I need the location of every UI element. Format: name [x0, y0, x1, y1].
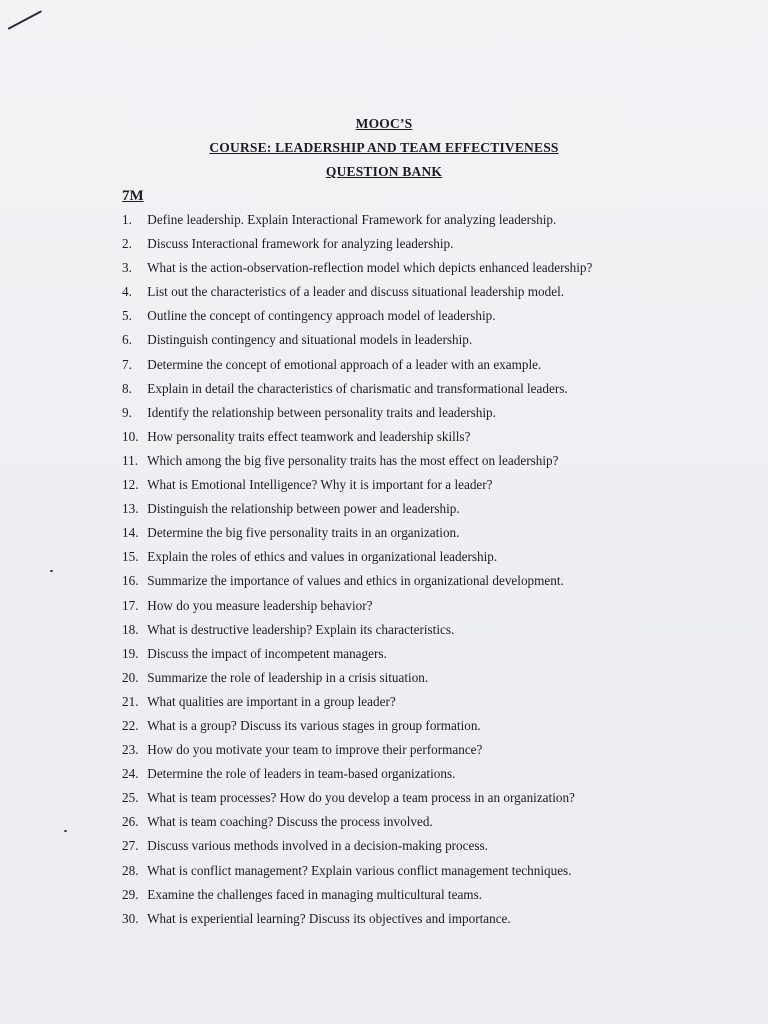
- question-item: [122, 859, 722, 883]
- question-number: 1.: [122, 212, 132, 227]
- question-item: [122, 377, 722, 401]
- speck-mark: [50, 570, 53, 572]
- question-number: 3.: [122, 260, 132, 276]
- question-text: Define leadership. Explain Interactional Framework for analyzing leadership.: [147, 212, 557, 227]
- question-item: [122, 232, 722, 256]
- header-line-course: COURSE: LEADERSHIP AND TEAM EFFECTIVENESS: [209, 140, 559, 155]
- question-number: 16.: [122, 573, 139, 589]
- question-number: 18.: [122, 621, 139, 637]
- question-number: 6.: [122, 332, 132, 348]
- question-number: 12.: [122, 477, 139, 493]
- question-text: What is conflict management? Explain various conflict management techniques.: [147, 862, 572, 878]
- question-text: Discuss the impact of incompetent managers.: [147, 645, 387, 661]
- question-text: What is the action-observation-reflection model which depicts enhanced leadership?: [147, 260, 593, 276]
- question-item: [122, 666, 722, 690]
- question-text: Discuss various methods involved in a decision-making process.: [147, 838, 488, 854]
- question-item: [122, 497, 722, 521]
- question-item: [122, 473, 722, 497]
- question-number: 17.: [122, 597, 139, 613]
- question-item: [122, 714, 722, 738]
- question-number: 25.: [122, 790, 139, 806]
- question-item: [122, 353, 722, 377]
- question-item: [122, 569, 722, 593]
- question-item: [122, 642, 722, 666]
- question-item: [122, 834, 722, 858]
- question-item: [122, 425, 722, 449]
- question-item: [122, 883, 722, 907]
- question-number: 22.: [122, 717, 139, 733]
- question-text: Distinguish contingency and situational models in leadership.: [147, 332, 473, 348]
- question-text: Outline the concept of contingency approach model of leadership.: [147, 308, 496, 324]
- question-number: 15.: [122, 549, 139, 565]
- question-number: 2.: [122, 236, 132, 252]
- question-item: [122, 738, 722, 762]
- question-item: [122, 907, 722, 931]
- question-item: [122, 810, 722, 834]
- question-text: Determine the role of leaders in team-based organizations.: [147, 766, 456, 782]
- question-number: 5.: [122, 308, 132, 324]
- question-number: 7.: [122, 356, 132, 372]
- question-number: 27.: [122, 838, 139, 854]
- question-text: How personality traits effect teamwork and leadership skills?: [147, 428, 471, 444]
- question-item: [122, 521, 722, 545]
- question-number: 28.: [122, 862, 139, 878]
- question-text: Examine the challenges faced in managing multicultural teams.: [147, 886, 482, 902]
- question-text: Explain the roles of ethics and values in organizational leadership.: [147, 549, 498, 565]
- question-text: What is team processes? How do you develop a team process in an organization?: [147, 790, 575, 806]
- question-text: Summarize the importance of values and ethics in organizational development.: [147, 573, 564, 589]
- question-item: [122, 304, 722, 328]
- question-item: [122, 280, 722, 304]
- question-number: 14.: [122, 525, 139, 541]
- question-text: What is destructive leadership? Explain its characteristics.: [147, 621, 455, 637]
- question-number: 9.: [122, 404, 132, 420]
- question-number: 10.: [122, 428, 139, 444]
- question-item: [122, 786, 722, 810]
- question-number: 29.: [122, 886, 139, 902]
- question-item: [122, 594, 722, 618]
- question-text: Explain in detail the characteristics of charismatic and transformational leaders.: [147, 380, 568, 396]
- speck-mark: [64, 830, 67, 832]
- marks-heading: 7M: [122, 188, 144, 204]
- header-line-mooc: MOOC’S: [355, 116, 413, 131]
- question-text: Which among the big five personality traits has the most effect on leadership?: [147, 452, 559, 468]
- question-number: 19.: [122, 645, 139, 661]
- question-item: [122, 256, 722, 280]
- question-text: What qualities are important in a group leader?: [147, 693, 396, 709]
- question-text: List out the characteristics of a leader and discuss situational leadership model.: [147, 284, 565, 300]
- question-text: What is a group? Discuss its various stages in group formation.: [147, 717, 481, 733]
- question-number: 23.: [122, 742, 139, 758]
- question-text: Determine the big five personality traits in an organization.: [147, 525, 460, 541]
- question-number: 24.: [122, 766, 139, 782]
- question-number: 13.: [122, 501, 139, 517]
- question-text: Distinguish the relationship between power and leadership.: [147, 501, 460, 517]
- question-text: What is team coaching? Discuss the process involved.: [147, 814, 433, 830]
- question-item: [122, 328, 722, 352]
- question-number: 20.: [122, 669, 139, 685]
- question-text: Identify the relationship between personality traits and leadership.: [147, 404, 496, 420]
- question-item: [122, 545, 722, 569]
- question-text: Summarize the role of leadership in a crisis situation.: [147, 669, 429, 685]
- question-number: 8.: [122, 380, 132, 396]
- question-item: [122, 401, 722, 425]
- question-list: [122, 208, 722, 931]
- question-text: How do you measure leadership behavior?: [147, 597, 373, 613]
- question-item: [122, 449, 722, 473]
- question-text: What is Emotional Intelligence? Why it is important for a leader?: [147, 477, 493, 493]
- question-text: Discuss Interactional framework for analyzing leadership.: [147, 236, 454, 252]
- question-text: Determine the concept of emotional approach of a leader with an example.: [147, 356, 542, 372]
- question-item: [122, 208, 722, 232]
- question-item: [122, 762, 722, 786]
- question-text: How do you motivate your team to improve their performance?: [147, 742, 483, 758]
- question-number: 26.: [122, 814, 139, 830]
- question-item: [122, 618, 722, 642]
- question-number: 4.: [122, 284, 132, 300]
- question-number: 11.: [122, 452, 138, 468]
- pen-mark: [8, 10, 42, 30]
- question-item: [122, 690, 722, 714]
- question-text: What is experiential learning? Discuss its objectives and importance.: [147, 910, 511, 926]
- question-number: 21.: [122, 693, 139, 709]
- question-number: 30.: [122, 910, 139, 926]
- header-line-question-bank: QUESTION BANK: [325, 164, 443, 179]
